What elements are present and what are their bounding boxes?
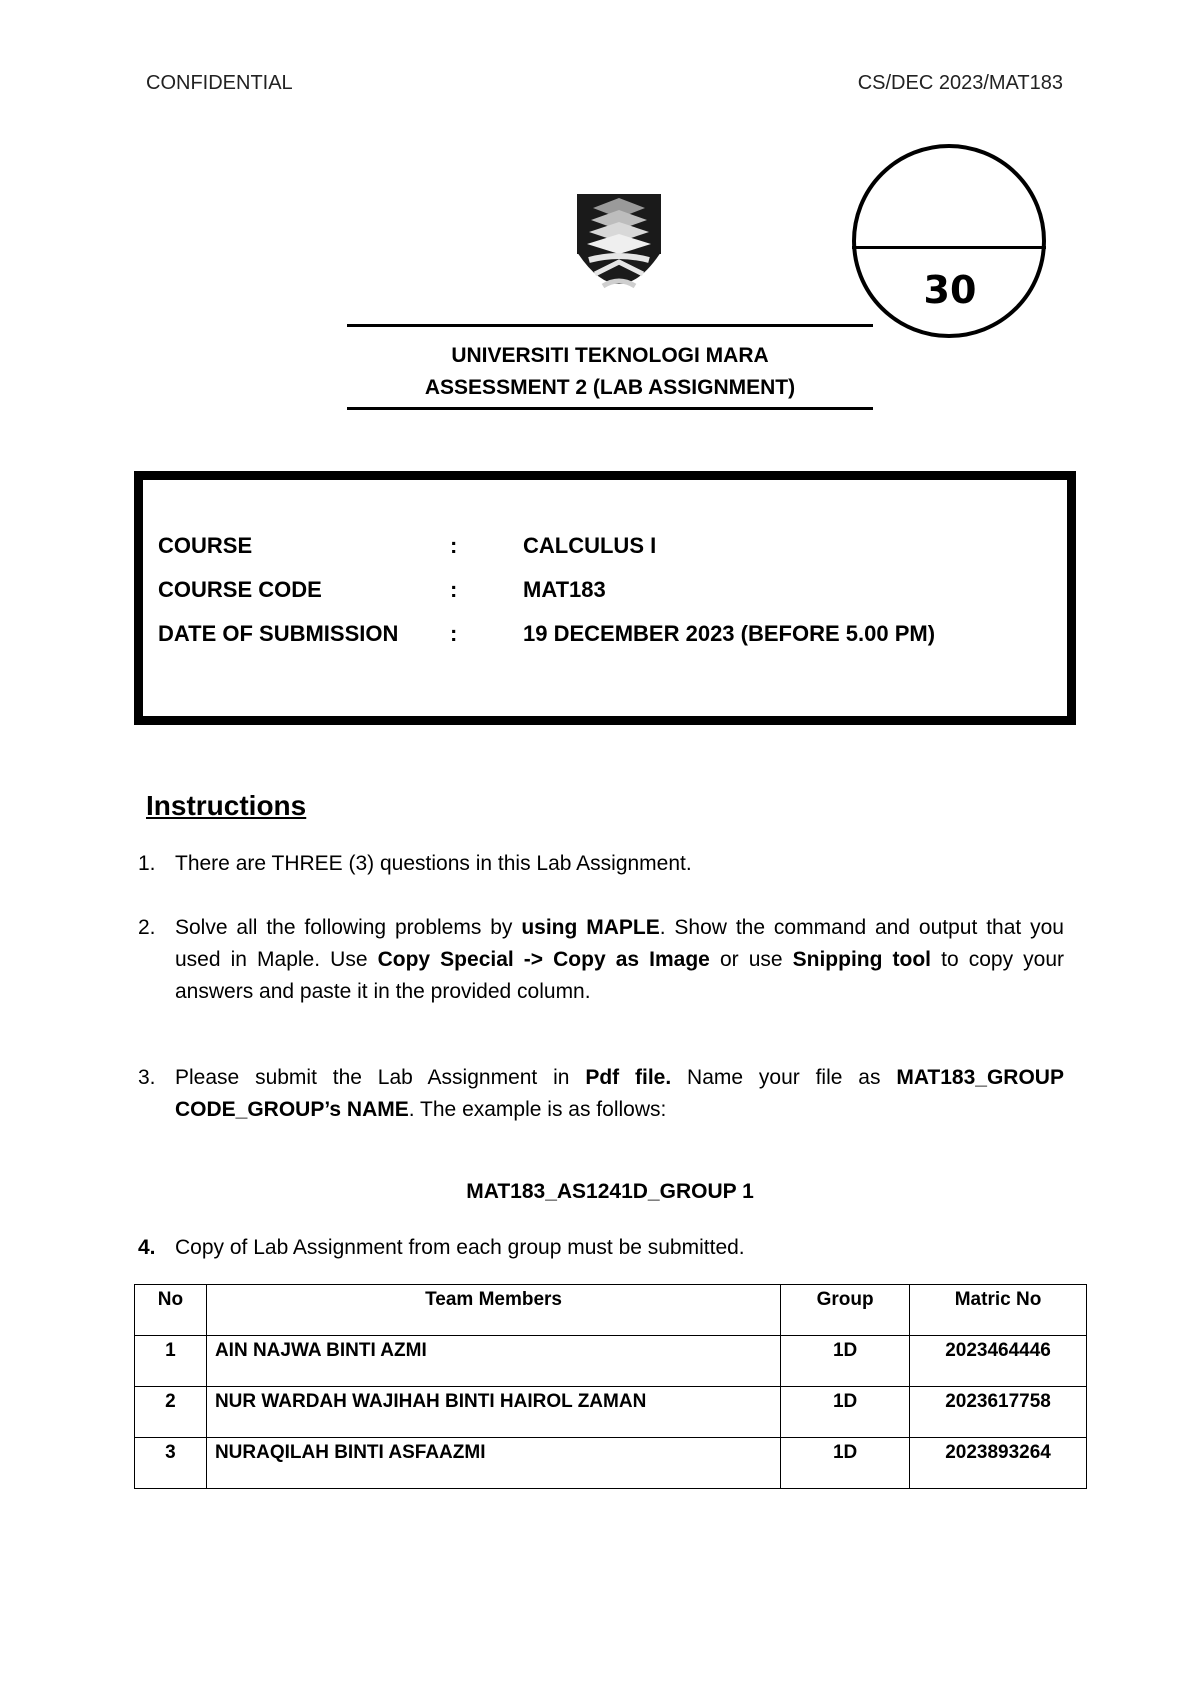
table-row [135,1387,1087,1438]
table-header-row [135,1285,1087,1336]
emphasized-text: MAT183_GROUP CODE_GROUP’s NAME [175,1066,1064,1121]
text-run: Please submit the Lab Assignment in [175,1066,586,1089]
header-paper-code: CS/DEC 2023/MAT183 [857,72,1063,94]
cell-group: 1D [781,1336,910,1387]
info-label: COURSE [158,533,253,558]
score-divider [852,246,1046,249]
info-value: 19 DECEMBER 2023 (BEFORE 5.00 PM) [523,621,936,646]
header-confidential: CONFIDENTIAL [146,72,293,94]
title-rule-bottom [347,407,873,410]
cell-no: 2 [135,1387,207,1438]
university-name: UNIVERSITI TEKNOLOGI MARA [451,344,769,367]
text-run: . Show the command and output that you used in Maple. Use [175,916,1064,971]
cell-matric-no: 2023617758 [910,1387,1087,1438]
info-separator: : [450,533,458,558]
instruction-number: 2. [138,916,156,939]
text-run: or use [709,948,793,971]
university-crest-icon [575,192,663,300]
score-total: 30 [923,268,977,312]
cell-no: 1 [135,1336,207,1387]
emphasized-text: Snipping tool [792,948,932,971]
text-run: Name your file as [671,1066,897,1089]
cell-member-name: NURAQILAH BINTI ASFAAZMI [206,1438,780,1489]
emphasized-text: Copy Special -> Copy as Image [377,948,710,971]
text-run: to copy your answers and paste it in the provided column. [175,948,1064,1003]
column-header-no: No [135,1285,207,1336]
assessment-title: ASSESSMENT 2 (LAB ASSIGNMENT) [424,376,796,399]
text-run: Copy of Lab Assignment from each group must be submitted. [175,1236,745,1259]
info-separator: : [450,577,458,602]
cell-group: 1D [781,1438,910,1489]
info-value: CALCULUS I [523,533,657,558]
cell-member-name: AIN NAJWA BINTI AZMI [206,1336,780,1387]
text-run: . The example is as follows: [408,1098,667,1121]
column-header-matric-no: Matric No [910,1285,1087,1336]
info-value: MAT183 [523,577,606,602]
instruction-number: 3. [138,1066,156,1089]
cell-member-name: NUR WARDAH WAJIHAH BINTI HAIROL ZAMAN [206,1387,780,1438]
info-separator: : [450,621,458,646]
instruction-text [175,1062,1064,1126]
title-rule-top [347,324,873,327]
emphasized-text: using MAPLE [521,916,660,939]
info-label: COURSE CODE [158,577,322,602]
team-members-table [134,1284,1087,1489]
text-run: There are THREE (3) questions in this Lab Assignment. [175,852,692,875]
cell-matric-no: 2023464446 [910,1336,1087,1387]
example-file-name: MAT183_AS1241D_GROUP 1 [466,1180,754,1203]
table-row [135,1438,1087,1489]
instruction-number: 1. [138,852,156,875]
instruction-text [175,1232,1064,1264]
text-run: Solve all the following problems by [175,916,522,939]
emphasized-text: Pdf file. [585,1066,672,1089]
table-row [135,1336,1087,1387]
cell-matric-no: 2023893264 [910,1438,1087,1489]
instructions-heading: Instructions [146,790,307,821]
cell-no: 3 [135,1438,207,1489]
cell-group: 1D [781,1387,910,1438]
column-header-team-members: Team Members [206,1285,780,1336]
instruction-text [175,848,1064,880]
instruction-text [175,912,1064,1008]
instruction-number: 4. [138,1236,156,1259]
column-header-group: Group [781,1285,910,1336]
info-label: DATE OF SUBMISSION [158,621,399,646]
